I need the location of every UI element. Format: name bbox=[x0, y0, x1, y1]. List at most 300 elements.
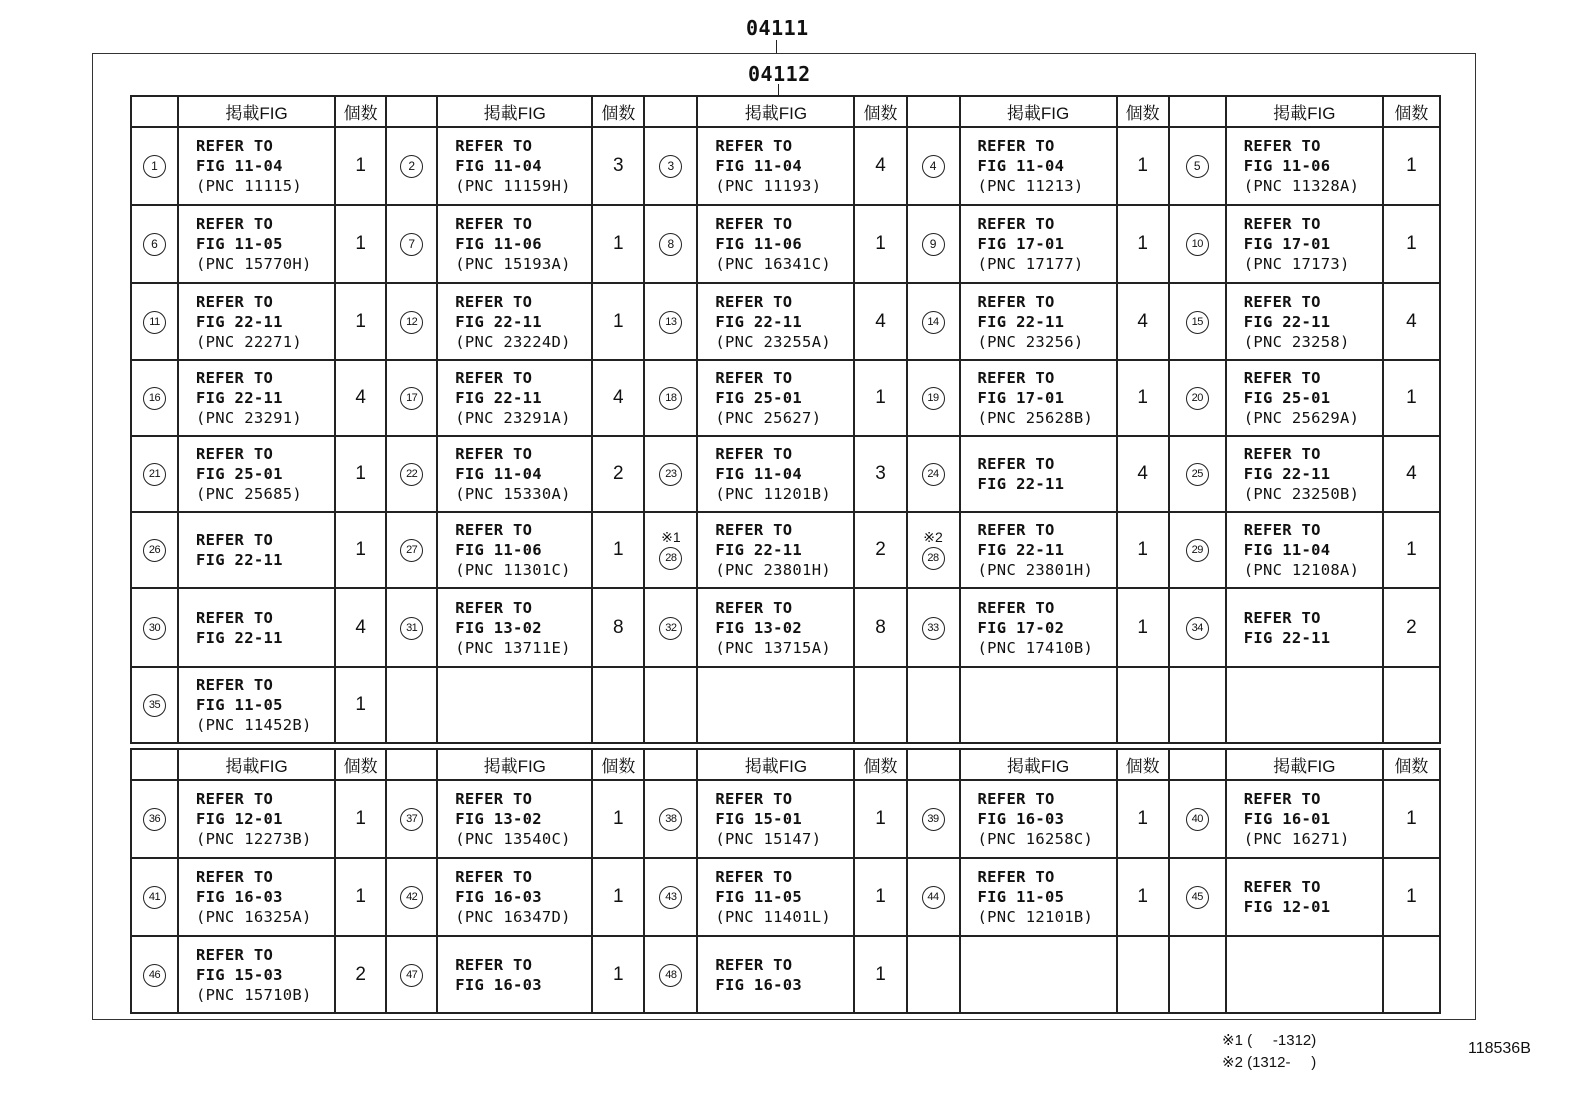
item-number-cell bbox=[907, 936, 960, 1013]
item-number-circle: 11 bbox=[143, 311, 166, 334]
fig-number-text: FIG 11-05 bbox=[196, 235, 283, 253]
refer-to-text: REFER TO bbox=[715, 445, 793, 463]
quantity-cell bbox=[854, 283, 906, 360]
item-number-cell bbox=[644, 588, 697, 667]
pnc-text: (PNC 11401L) bbox=[715, 908, 831, 926]
refer-to-text: REFER TO bbox=[977, 215, 1055, 233]
fig-number-text: FIG 13-02 bbox=[715, 618, 803, 637]
item-number-cell bbox=[131, 780, 178, 858]
parts-table-upper bbox=[130, 95, 1441, 744]
item-number-cell bbox=[644, 780, 697, 858]
item-number-cell bbox=[386, 858, 437, 936]
quantity-cell bbox=[1117, 127, 1169, 205]
table-row bbox=[131, 667, 1440, 743]
pnc-text: (PNC 17410B) bbox=[977, 638, 1094, 657]
item-number-cell bbox=[644, 436, 697, 512]
fig-number-text: FIG 12-01 bbox=[1243, 898, 1331, 916]
item-number-cell bbox=[386, 936, 437, 1013]
fig-reference-cell bbox=[178, 512, 335, 588]
refer-to-text: REFER TO bbox=[455, 955, 533, 974]
pnc-text: (PNC 11213) bbox=[977, 177, 1084, 195]
header-fig: 掲載FIG bbox=[960, 749, 1117, 780]
refer-to-text: REFER TO bbox=[715, 292, 793, 311]
header-qty: 個数 bbox=[1117, 96, 1169, 127]
fig-number-text: FIG 22-11 bbox=[196, 551, 283, 569]
refer-to-text: REFER TO bbox=[1243, 878, 1321, 896]
quantity-cell bbox=[854, 512, 906, 588]
item-number-cell bbox=[131, 436, 178, 512]
item-number-circle: 5 bbox=[1186, 155, 1209, 178]
quantity-value: 1 bbox=[1406, 808, 1417, 829]
item-number-cell bbox=[386, 283, 437, 360]
item-number-cell bbox=[386, 127, 437, 205]
fig-number-text: FIG 22-11 bbox=[715, 541, 803, 559]
item-number-circle: 41 bbox=[143, 886, 166, 909]
item-number-cell bbox=[1169, 360, 1226, 436]
quantity-cell bbox=[335, 283, 386, 360]
quantity-cell bbox=[1383, 360, 1440, 436]
refer-to-text: REFER TO bbox=[977, 598, 1055, 617]
item-number-circle: 47 bbox=[400, 964, 423, 987]
quantity-cell bbox=[1117, 436, 1169, 512]
quantity-value: 1 bbox=[355, 310, 366, 332]
refer-to-text: REFER TO bbox=[977, 868, 1055, 886]
refer-to-text: REFER TO bbox=[455, 445, 533, 463]
pnc-text: (PNC 16325A) bbox=[196, 908, 312, 926]
item-number-circle: 16 bbox=[143, 387, 166, 410]
item-number-circle: 17 bbox=[400, 387, 423, 410]
quantity-value: 4 bbox=[1406, 310, 1417, 332]
fig-reference-cell bbox=[697, 205, 854, 283]
item-number-circle: 31 bbox=[400, 617, 423, 640]
fig-number-text: FIG 15-01 bbox=[715, 810, 803, 828]
quantity-value: 1 bbox=[355, 463, 366, 484]
quantity-value: 2 bbox=[613, 463, 624, 484]
fig-number-text: FIG 11-06 bbox=[455, 541, 542, 559]
quantity-value: 1 bbox=[613, 539, 624, 560]
item-number-circle: 12 bbox=[400, 311, 423, 334]
quantity-cell bbox=[592, 936, 644, 1013]
fig-reference-cell bbox=[697, 436, 854, 512]
item-number-circle: 9 bbox=[922, 233, 945, 256]
fig-number-text: FIG 17-01 bbox=[977, 235, 1065, 253]
pnc-text: (PNC 23250B) bbox=[1243, 485, 1360, 503]
quantity-value: 1 bbox=[1406, 387, 1417, 408]
pnc-text: (PNC 16258C) bbox=[977, 830, 1094, 848]
item-number-cell bbox=[644, 667, 697, 743]
item-number-circle: 26 bbox=[143, 539, 166, 562]
table-row bbox=[131, 588, 1440, 667]
quantity-cell bbox=[854, 436, 906, 512]
fig-reference-cell bbox=[437, 360, 592, 436]
quantity-cell bbox=[854, 936, 906, 1013]
top-part-code: 04111 bbox=[746, 16, 809, 40]
pnc-text: (PNC 23258) bbox=[1243, 332, 1350, 351]
pnc-text: (PNC 23255A) bbox=[715, 332, 831, 351]
fig-reference-cell bbox=[1226, 858, 1383, 936]
note-mark: ※2 bbox=[923, 529, 943, 545]
fig-reference-cell bbox=[178, 127, 335, 205]
item-number-circle: 10 bbox=[1186, 233, 1209, 256]
refer-to-text: REFER TO bbox=[715, 868, 793, 886]
pnc-text: (PNC 23801H) bbox=[715, 561, 831, 579]
item-number-cell bbox=[386, 512, 437, 588]
item-number-cell bbox=[386, 780, 437, 858]
quantity-cell bbox=[335, 360, 386, 436]
pnc-text: (PNC 13711E) bbox=[455, 638, 571, 657]
item-number-circle: 42 bbox=[400, 886, 423, 909]
quantity-cell bbox=[1117, 780, 1169, 858]
fig-reference-cell bbox=[960, 205, 1117, 283]
fig-number-text: FIG 13-02 bbox=[455, 810, 542, 828]
fig-number-text: FIG 22-11 bbox=[455, 312, 542, 331]
quantity-value: 1 bbox=[355, 808, 366, 829]
footnote-2: ※2 (1312- ) bbox=[1222, 1054, 1317, 1071]
fig-reference-cell bbox=[1226, 588, 1383, 667]
item-number-circle: 40 bbox=[1186, 808, 1209, 831]
pnc-text: (PNC 11301C) bbox=[455, 561, 571, 579]
header-row bbox=[131, 96, 1440, 127]
quantity-cell bbox=[592, 360, 644, 436]
quantity-cell bbox=[592, 780, 644, 858]
quantity-value: 1 bbox=[613, 310, 624, 332]
quantity-value: 8 bbox=[613, 616, 624, 638]
quantity-value: 1 bbox=[355, 155, 366, 176]
item-number-circle: 48 bbox=[659, 964, 682, 987]
parts-table-lower bbox=[130, 748, 1441, 1014]
quantity-cell bbox=[335, 205, 386, 283]
item-number-circle: 28 bbox=[659, 547, 682, 570]
drawing-id: 118536B bbox=[1468, 1040, 1531, 1057]
item-number-circle: 7 bbox=[400, 233, 423, 256]
quantity-value: 8 bbox=[875, 616, 886, 638]
item-number-cell bbox=[907, 283, 960, 360]
item-number-circle: 43 bbox=[659, 886, 682, 909]
fig-reference-cell bbox=[697, 936, 854, 1013]
header-number-cell bbox=[386, 96, 437, 127]
fig-reference-cell bbox=[697, 283, 854, 360]
quantity-value: 1 bbox=[355, 694, 366, 715]
header-row bbox=[131, 749, 1440, 780]
fig-number-text: FIG 22-11 bbox=[455, 389, 542, 407]
header-fig: 掲載FIG bbox=[697, 749, 854, 780]
refer-to-text: REFER TO bbox=[196, 445, 274, 463]
refer-to-text: REFER TO bbox=[977, 455, 1055, 473]
fig-number-text: FIG 22-11 bbox=[196, 312, 283, 331]
item-number-circle: 6 bbox=[143, 233, 166, 256]
quantity-cell bbox=[335, 588, 386, 667]
pnc-text: (PNC 11201B) bbox=[715, 485, 831, 503]
item-number-cell bbox=[907, 436, 960, 512]
fig-reference-cell bbox=[178, 283, 335, 360]
table-row bbox=[131, 283, 1440, 360]
fig-reference-cell bbox=[960, 936, 1117, 1013]
item-number-cell bbox=[644, 858, 697, 936]
quantity-cell bbox=[592, 436, 644, 512]
table-row bbox=[131, 127, 1440, 205]
quantity-cell bbox=[592, 858, 644, 936]
refer-to-text: REFER TO bbox=[715, 955, 793, 974]
refer-to-text: REFER TO bbox=[715, 369, 793, 387]
quantity-value: 1 bbox=[613, 886, 624, 907]
fig-number-text: FIG 22-11 bbox=[1243, 628, 1331, 647]
fig-number-text: FIG 22-11 bbox=[977, 312, 1065, 331]
item-number-circle: 22 bbox=[400, 463, 423, 486]
pnc-text: (PNC 11452B) bbox=[196, 716, 312, 734]
quantity-cell bbox=[592, 512, 644, 588]
fig-reference-cell bbox=[437, 858, 592, 936]
item-number-cell bbox=[644, 512, 697, 588]
quantity-value: 1 bbox=[875, 808, 886, 829]
fig-reference-cell bbox=[960, 512, 1117, 588]
fig-reference-cell bbox=[437, 667, 592, 743]
item-number-cell bbox=[1169, 283, 1226, 360]
fig-reference-cell bbox=[178, 360, 335, 436]
item-number-cell bbox=[386, 667, 437, 743]
quantity-cell bbox=[1117, 512, 1169, 588]
header-fig: 掲載FIG bbox=[178, 96, 335, 127]
quantity-cell bbox=[1383, 512, 1440, 588]
item-number-circle: 38 bbox=[659, 808, 682, 831]
fig-number-text: FIG 16-03 bbox=[196, 888, 283, 906]
item-number-cell bbox=[386, 360, 437, 436]
pnc-text: (PNC 15770H) bbox=[196, 255, 312, 273]
fig-reference-cell bbox=[437, 436, 592, 512]
header-qty: 個数 bbox=[335, 749, 386, 780]
quantity-cell bbox=[854, 588, 906, 667]
item-number-circle: 14 bbox=[922, 311, 945, 334]
fig-reference-cell bbox=[697, 512, 854, 588]
fig-number-text: FIG 16-03 bbox=[455, 888, 542, 906]
fig-number-text: FIG 22-11 bbox=[1243, 465, 1331, 483]
quantity-cell bbox=[1117, 360, 1169, 436]
item-number-circle: 44 bbox=[922, 886, 945, 909]
item-number-circle: 46 bbox=[143, 964, 166, 987]
refer-to-text: REFER TO bbox=[715, 790, 793, 808]
header-number-cell bbox=[386, 749, 437, 780]
fig-reference-cell bbox=[1226, 512, 1383, 588]
fig-reference-cell bbox=[960, 780, 1117, 858]
fig-reference-cell bbox=[960, 588, 1117, 667]
item-number-cell bbox=[386, 436, 437, 512]
item-number-circle: 35 bbox=[143, 694, 166, 717]
fig-number-text: FIG 11-04 bbox=[455, 157, 542, 175]
quantity-value: 1 bbox=[355, 886, 366, 907]
refer-to-text: REFER TO bbox=[715, 137, 793, 155]
quantity-cell bbox=[1383, 205, 1440, 283]
fig-number-text: FIG 17-02 bbox=[977, 618, 1065, 637]
table-row bbox=[131, 436, 1440, 512]
item-number-circle: 34 bbox=[1186, 617, 1209, 640]
item-number-circle: 28 bbox=[922, 547, 945, 570]
refer-to-text: REFER TO bbox=[1243, 521, 1321, 539]
item-number-cell bbox=[907, 780, 960, 858]
pnc-text: (PNC 23291) bbox=[196, 409, 302, 427]
refer-to-text: REFER TO bbox=[196, 676, 274, 694]
quantity-value: 1 bbox=[875, 886, 886, 907]
fig-reference-cell bbox=[437, 936, 592, 1013]
item-number-cell bbox=[1169, 588, 1226, 667]
quantity-value: 1 bbox=[1406, 539, 1417, 560]
header-number-cell bbox=[131, 96, 178, 127]
quantity-value: 4 bbox=[875, 155, 886, 176]
fig-number-text: FIG 11-06 bbox=[1243, 157, 1331, 175]
table-row bbox=[131, 512, 1440, 588]
quantity-cell bbox=[335, 936, 386, 1013]
fig-reference-cell bbox=[697, 667, 854, 743]
header-number-cell bbox=[131, 749, 178, 780]
pnc-text: (PNC 16271) bbox=[1243, 830, 1350, 848]
quantity-cell bbox=[854, 858, 906, 936]
header-number-cell bbox=[1169, 96, 1226, 127]
pnc-text: (PNC 25627) bbox=[715, 409, 822, 427]
fig-reference-cell bbox=[697, 127, 854, 205]
quantity-cell bbox=[1383, 936, 1440, 1013]
refer-to-text: REFER TO bbox=[196, 868, 274, 886]
fig-number-text: FIG 22-11 bbox=[715, 312, 803, 331]
pnc-text: (PNC 22271) bbox=[196, 332, 302, 351]
item-number-cell bbox=[131, 512, 178, 588]
fig-reference-cell bbox=[1226, 283, 1383, 360]
item-number-circle: 19 bbox=[922, 387, 945, 410]
item-number-cell bbox=[131, 127, 178, 205]
pnc-text: (PNC 12101B) bbox=[977, 908, 1094, 926]
quantity-cell bbox=[1117, 667, 1169, 743]
fig-reference-cell bbox=[1226, 936, 1383, 1013]
pnc-text: (PNC 25628B) bbox=[977, 409, 1094, 427]
item-number-cell bbox=[1169, 127, 1226, 205]
header-qty: 個数 bbox=[854, 96, 906, 127]
fig-reference-cell bbox=[178, 858, 335, 936]
item-number-cell bbox=[131, 360, 178, 436]
quantity-value: 3 bbox=[613, 155, 624, 176]
refer-to-text: REFER TO bbox=[977, 790, 1055, 808]
item-number-cell bbox=[1169, 780, 1226, 858]
item-number-cell bbox=[1169, 512, 1226, 588]
refer-to-text: REFER TO bbox=[1243, 137, 1321, 155]
item-number-cell bbox=[907, 667, 960, 743]
refer-to-text: REFER TO bbox=[196, 531, 274, 549]
refer-to-text: REFER TO bbox=[977, 369, 1055, 387]
fig-number-text: FIG 15-03 bbox=[196, 965, 283, 984]
quantity-cell bbox=[1117, 283, 1169, 360]
fig-reference-cell bbox=[960, 858, 1117, 936]
fig-reference-cell bbox=[437, 780, 592, 858]
header-qty: 個数 bbox=[1117, 749, 1169, 780]
fig-reference-cell bbox=[697, 588, 854, 667]
header-qty: 個数 bbox=[592, 749, 644, 780]
quantity-value: 1 bbox=[1137, 539, 1148, 560]
table-row bbox=[131, 780, 1440, 858]
refer-to-text: REFER TO bbox=[715, 521, 793, 539]
fig-reference-cell bbox=[178, 780, 335, 858]
fig-reference-cell bbox=[960, 127, 1117, 205]
fig-reference-cell bbox=[437, 512, 592, 588]
refer-to-text: REFER TO bbox=[715, 215, 793, 233]
refer-to-text: REFER TO bbox=[196, 292, 274, 311]
header-fig: 掲載FIG bbox=[437, 749, 592, 780]
quantity-cell bbox=[335, 436, 386, 512]
item-number-cell bbox=[1169, 667, 1226, 743]
fig-number-text: FIG 11-04 bbox=[715, 157, 803, 175]
pnc-text: (PNC 12273B) bbox=[196, 830, 312, 848]
refer-to-text: REFER TO bbox=[977, 137, 1055, 155]
item-number-cell bbox=[907, 512, 960, 588]
item-number-circle: 33 bbox=[922, 617, 945, 640]
refer-to-text: REFER TO bbox=[196, 215, 274, 233]
quantity-value: 2 bbox=[355, 963, 366, 985]
quantity-cell bbox=[335, 858, 386, 936]
header-qty: 個数 bbox=[592, 96, 644, 127]
fig-reference-cell bbox=[960, 360, 1117, 436]
quantity-cell bbox=[1383, 436, 1440, 512]
item-number-cell bbox=[131, 667, 178, 743]
refer-to-text: REFER TO bbox=[196, 945, 274, 964]
quantity-value: 4 bbox=[355, 387, 366, 408]
pnc-text: (PNC 11193) bbox=[715, 177, 822, 195]
pnc-text: (PNC 17173) bbox=[1243, 255, 1350, 273]
item-number-circle: 45 bbox=[1186, 886, 1209, 909]
item-number-circle: 32 bbox=[659, 617, 682, 640]
quantity-cell bbox=[592, 205, 644, 283]
header-number-cell bbox=[1169, 749, 1226, 780]
header-fig: 掲載FIG bbox=[437, 96, 592, 127]
header-fig: 掲載FIG bbox=[960, 96, 1117, 127]
header-fig: 掲載FIG bbox=[697, 96, 854, 127]
fig-number-text: FIG 16-03 bbox=[715, 975, 803, 994]
item-number-cell bbox=[131, 588, 178, 667]
item-number-circle: 36 bbox=[143, 808, 166, 831]
item-number-cell bbox=[644, 205, 697, 283]
header-fig: 掲載FIG bbox=[1226, 96, 1383, 127]
item-number-circle: 13 bbox=[659, 311, 682, 334]
fig-reference-cell bbox=[697, 360, 854, 436]
refer-to-text: REFER TO bbox=[455, 790, 533, 808]
refer-to-text: REFER TO bbox=[977, 292, 1055, 311]
fig-number-text: FIG 11-04 bbox=[455, 465, 542, 483]
fig-number-text: FIG 25-01 bbox=[1243, 389, 1331, 407]
refer-to-text: REFER TO bbox=[1243, 215, 1321, 233]
header-fig: 掲載FIG bbox=[178, 749, 335, 780]
pnc-text: (PNC 12108A) bbox=[1243, 561, 1360, 579]
refer-to-text: REFER TO bbox=[196, 137, 274, 155]
item-number-cell bbox=[131, 205, 178, 283]
quantity-value: 4 bbox=[875, 310, 886, 332]
item-number-circle: 24 bbox=[922, 463, 945, 486]
refer-to-text: REFER TO bbox=[455, 292, 533, 311]
refer-to-text: REFER TO bbox=[715, 598, 793, 617]
pnc-text: (PNC 13715A) bbox=[715, 638, 831, 657]
fig-number-text: FIG 11-05 bbox=[715, 888, 803, 906]
refer-to-text: REFER TO bbox=[455, 521, 533, 539]
refer-to-text: REFER TO bbox=[196, 369, 274, 387]
pnc-text: (PNC 11328A) bbox=[1243, 177, 1360, 195]
item-number-cell bbox=[644, 283, 697, 360]
fig-reference-cell bbox=[1226, 780, 1383, 858]
fig-number-text: FIG 11-06 bbox=[455, 235, 542, 253]
refer-to-text: REFER TO bbox=[196, 608, 274, 627]
quantity-cell bbox=[1383, 127, 1440, 205]
refer-to-text: REFER TO bbox=[196, 790, 274, 808]
fig-number-text: FIG 11-04 bbox=[715, 465, 803, 483]
quantity-cell bbox=[854, 360, 906, 436]
fig-number-text: FIG 22-11 bbox=[1243, 312, 1331, 331]
quantity-cell bbox=[1383, 283, 1440, 360]
pnc-text: (PNC 17177) bbox=[977, 255, 1084, 273]
fig-reference-cell bbox=[960, 283, 1117, 360]
fig-reference-cell bbox=[178, 588, 335, 667]
fig-number-text: FIG 13-02 bbox=[455, 618, 542, 637]
